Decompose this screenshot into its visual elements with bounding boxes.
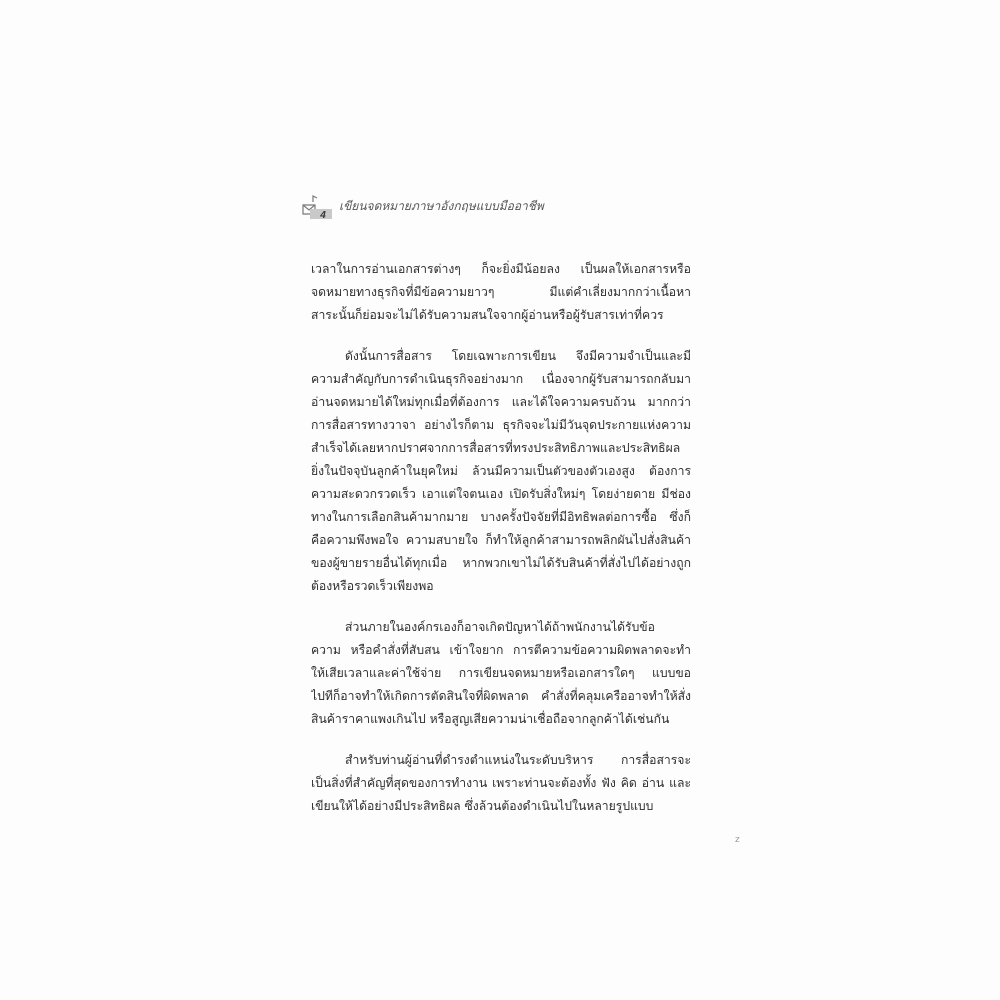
text-line: คือความพึงพอใจ ความสบายใจ ก็ทำให้ลูกค้าสามารถพลิกผันไปสั่งสินค้า [311, 533, 691, 547]
text-line: เวลาในการอ่านเอกสารต่างๆ ก็จะยิ่งมีน้อยลง เป็นผลให้เอกสารหรือ [311, 262, 691, 276]
text-line: จดหมายทางธุรกิจที่มีข้อความยาวๆ มีแต่คำเลี่ยงมากกว่าเนื้อหา [311, 285, 691, 299]
running-header [301, 190, 544, 220]
paragraph-1 [311, 258, 691, 327]
text-line: สำเร็จได้เลยหากปราศจากการสื่อสารที่ทรงประสิทธิภาพและประสิทธิผล [311, 441, 681, 455]
text-line: ไปทีก็อาจทำให้เกิดการตัดสินใจที่ผิดพลาด คำสั่งที่คลุมเครืออาจทำให้สั่ง [311, 689, 691, 703]
text-line: ทางในการเลือกสินค้ามากมาย บางครั้งปัจจัยที่มีอิทธิพลต่อการซื้อ ซึ่งก็ [311, 510, 691, 524]
text-line: ให้เสียเวลาและค่าใช้จ่าย การเขียนจดหมายหรือเอกสารใดๆ แบบขอ [311, 666, 691, 680]
text-line: ความสะดวกรวดเร็ว เอาแต่ใจตนเอง เปิดรับสิ่งใหม่ๆ โดยง่ายดาย มีช่อง [311, 487, 691, 501]
page-corner-mark: z [735, 835, 740, 845]
text-line: เขียนให้ได้อย่างมีประสิทธิผล ซึ่งล้วนต้องดำเนินไปในหลายรูปแบบ [311, 799, 654, 813]
text-line: สินค้าราคาแพงเกินไป หรือสูญเสียความน่าเชื่อถือจากลูกค้าได้เช่นกัน [311, 712, 670, 726]
running-header-title: เขียนจดหมายภาษาอังกฤษแบบมืออาชีพ [339, 199, 544, 213]
text-line: ของผู้ขายรายอื่นได้ทุกเมื่อ หากพวกเขาไม่ได้รับสินค้าที่สั่งไปได้อย่างถูก [311, 556, 691, 570]
text-line: ดังนั้นการสื่อสาร โดยเฉพาะการเขียน จึงมีความจำเป็นและมี [345, 349, 691, 363]
page-number: 4 [320, 210, 326, 220]
text-line: อ่านจดหมายได้ใหม่ทุกเมื่อที่ต้องการ และได้ใจความครบถ้วน มากกว่า [311, 395, 691, 409]
text-line: ต้องหรือรวดเร็วเพียงพอ [311, 579, 434, 593]
text-line: สาระนั้นก็ย่อมจะไม่ได้รับความสนใจจากผู้อ่านหรือผู้รับสารเท่าที่ควร [311, 308, 664, 322]
text-line: สำหรับท่านผู้อ่านที่ดำรงตำแหน่งในระดับบริหาร การสื่อสารจะ [345, 753, 691, 767]
text-line: ยิ่งในปัจจุบันลูกค้าในยุคใหม่ ล้วนมีความเป็นตัวของตัวเองสูง ต้องการ [311, 464, 691, 478]
page-number-badge-icon [301, 192, 335, 220]
paragraph-4 [311, 749, 691, 818]
body-text [311, 258, 691, 836]
text-line: การสื่อสารทางวาจา อย่างไรก็ตาม ธุรกิจจะไม่มีวันจุดประกายแห่งความ [311, 418, 691, 432]
paragraph-2 [311, 345, 691, 598]
text-line: เป็นสิ่งที่สำคัญที่สุดของการทำงาน เพราะท่านจะต้องทั้ง ฟัง คิด อ่าน และ [311, 776, 691, 790]
text-line: ความ หรือคำสั่งที่สับสน เข้าใจยาก การตีความข้อความผิดพลาดจะทำ [311, 643, 691, 657]
text-line: ความสำคัญกับการดำเนินธุรกิจอย่างมาก เนื่องจากผู้รับสามารถกลับมา [311, 372, 691, 386]
text-line: ส่วนภายในองค์กรเองก็อาจเกิดปัญหาได้ถ้าพนักงานได้รับข้อ [345, 620, 655, 634]
paragraph-3 [311, 616, 691, 731]
